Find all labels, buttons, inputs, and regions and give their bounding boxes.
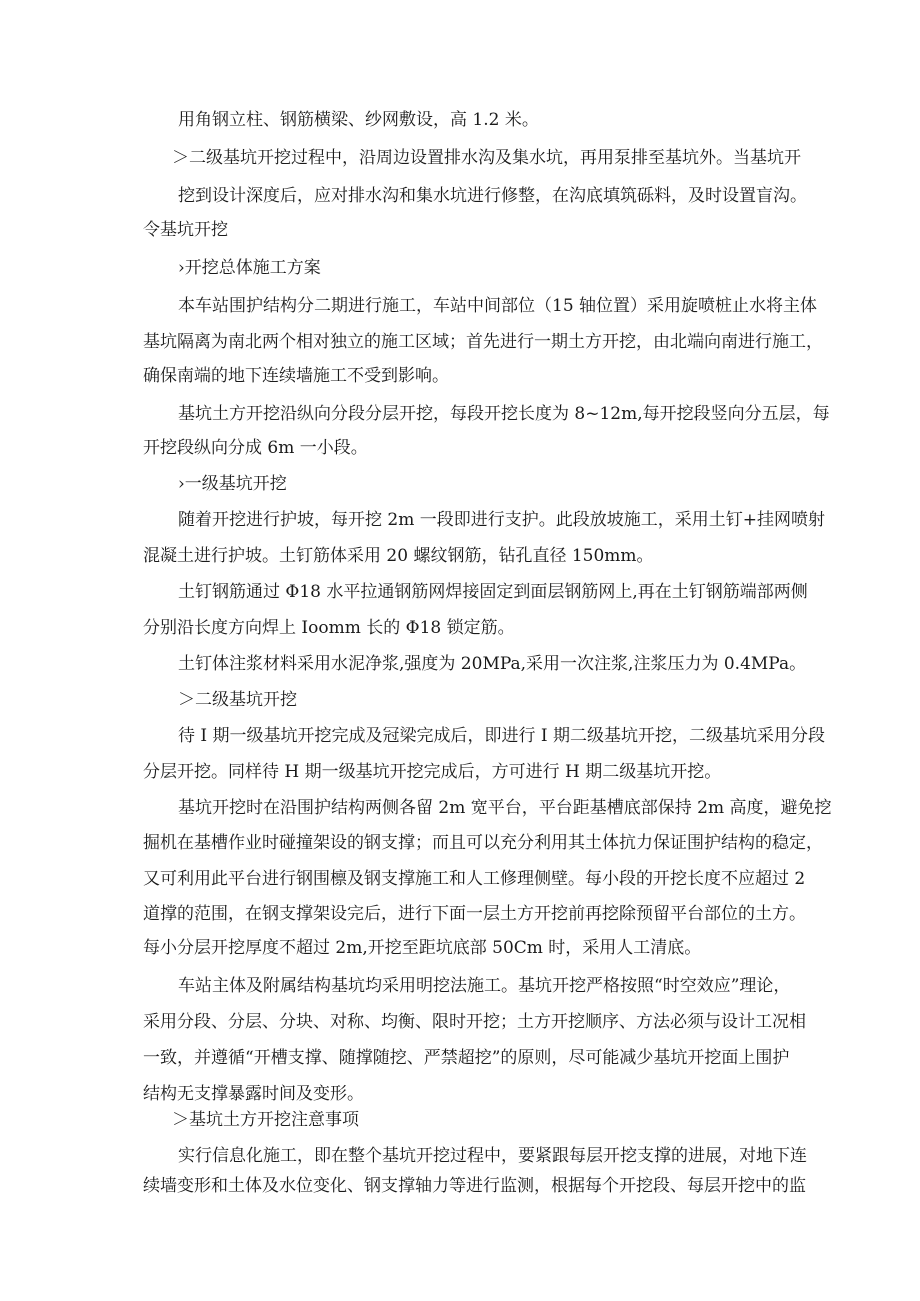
paragraph-line: 车站主体及附属结构基坑均采用明挖法施工。基坑开挖严格按照“时空效应”理论， [178,976,791,996]
paragraph-line: 结构无支撑暴露时间及变形。 [143,1084,364,1104]
paragraph-line: 采用分段、分层、分块、对称、均衡、限时开挖；土方开挖顺序、方法必须与设计工况相 [143,1012,806,1032]
paragraph-line: 分层开挖。同样待 H 期一级基坑开挖完成后，方可进行 H 期二级基坑开挖。 [143,762,722,782]
paragraph-line: 每小分层开挖厚度不超过 2m,开挖至距坑底部 50Cm 时，采用人工清底。 [143,938,702,958]
paragraph-line: 土钉钢筋通过 Φ18 水平拉通钢筋网焊接固定到面层钢筋网上,再在土钉钢筋端部两侧 [178,582,808,602]
section-heading: 令基坑开挖 [143,220,228,240]
paragraph-line: 开挖段纵向分成 6m 一小段。 [143,438,368,458]
paragraph-line: 基坑隔离为南北两个相对独立的施工区域；首先进行一期土方开挖，由北端向南进行施工， [143,332,823,352]
paragraph-line: 土钉体注浆材料采用水泥净浆,强度为 20MPa,采用一次注浆,注浆压力为 0.4MPa。 [178,654,807,674]
subsection-heading: ›开挖总体施工方案 [178,258,321,278]
paragraph-line: 待 I 期一级基坑开挖完成及冠梁完成后，即进行 I 期二级基坑开挖，二级基坑采用分段 [178,726,826,746]
paragraph-line: 分别沿长度方向焊上 Ioomm 长的 Φ18 锁定筋。 [143,618,515,638]
paragraph-line: 确保南端的地下连续墙施工不受到影响。 [143,366,449,386]
subsection-heading: ＞基坑土方开挖注意事项 [172,1110,359,1130]
paragraph-line: 随着开挖进行护坡，每开挖 2m 一段即进行支护。此段放坡施工，采用土钉+挂网喷射 [178,510,825,530]
text-line: 用角钢立柱、钢筋横梁、纱网敷设，高 1.2 米。 [178,110,539,130]
paragraph-line: 基坑开挖时在沿围护结构两侧各留 2m 宽平台，平台距基槽底部保持 2m 高度，避免挖 [178,798,832,818]
text-line: 挖到设计深度后，应对排水沟和集水坑进行修整，在沟底填筑砾料，及时设置盲沟。 [178,186,807,206]
paragraph-line: 混凝土进行护坡。土钉筋体采用 20 螺纹钢筋，钻孔直径 150mm。 [143,546,654,566]
paragraph-line: 掘机在基槽作业时碰撞架设的钢支撑；而且可以充分利用其土体抗力保证围护结构的稳定， [143,833,823,853]
paragraph-line: 一致，并遵循“开槽支撑、随撑随挖、严禁超挖”的原则，尽可能减少基坑开挖面上围护 [143,1048,790,1068]
subsection-heading: ›一级基坑开挖 [178,474,287,494]
paragraph-line: 实行信息化施工，即在整个基坑开挖过程中，要紧跟每层开挖支撑的进展，对地下连 [178,1146,807,1166]
paragraph-line: 道撑的范围，在钢支撑架设完后，进行下面一层土方开挖前再挖除预留平台部位的土方。 [143,904,806,924]
paragraph-line: 又可利用此平台进行钢围檩及钢支撑施工和人工修理侧壁。每小段的开挖长度不应超过 2 [143,869,806,889]
paragraph-line: 本车站围护结构分二期进行施工，车站中间部位（15 轴位置）采用旋喷桩止水将主体 [178,296,818,316]
subsection-heading: ＞二级基坑开挖 [178,690,297,710]
section-marker-line: ＞二级基坑开挖过程中，沿周边设置排水沟及集水坑，再用泵排至基坑外。当基坑开 [172,148,801,168]
paragraph-line: 续墙变形和土体及水位变化、钢支撑轴力等进行监测，根据每个开挖段、每层开挖中的监 [143,1176,806,1196]
paragraph-line: 基坑土方开挖沿纵向分段分层开挖，每段开挖长度为 8~12m,每开挖段竖向分五层，每 [178,404,830,424]
